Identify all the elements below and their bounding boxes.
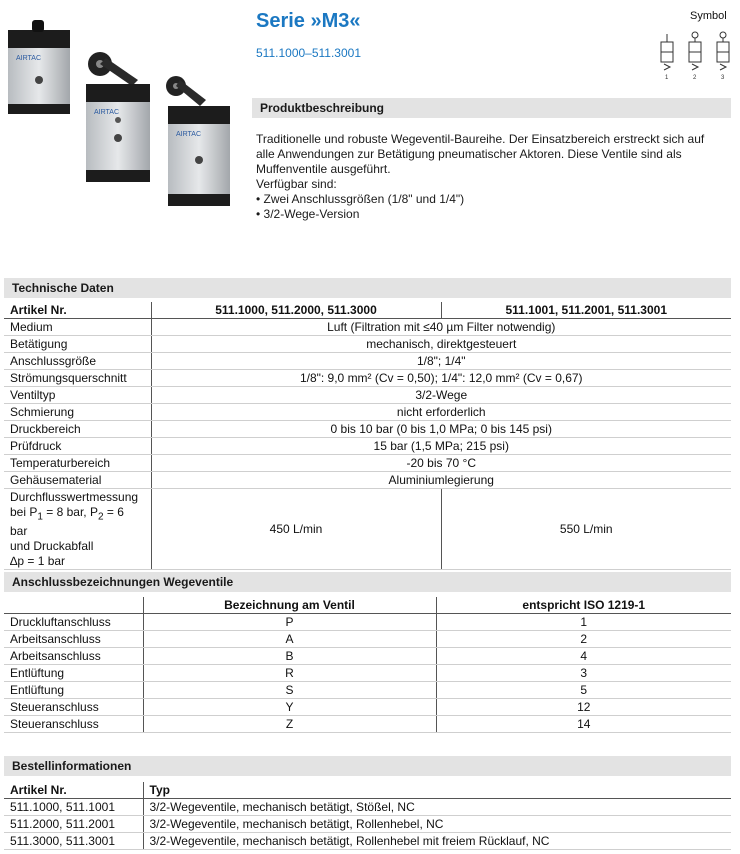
table-row <box>4 682 731 699</box>
article-number: 511.3000, 511.3001 <box>4 833 143 850</box>
table-row <box>4 438 731 455</box>
iso-designation: 1 <box>436 614 731 631</box>
row-label: Temperaturbereich <box>4 455 151 472</box>
table-row <box>4 699 731 716</box>
column-header: Bezeichnung am Ventil <box>143 597 436 614</box>
connection-name: Arbeitsanschluss <box>4 631 143 648</box>
table-row <box>4 716 731 733</box>
valve-designation: S <box>143 682 436 699</box>
valve-designation: P <box>143 614 436 631</box>
row-value: 0 bis 10 bar (0 bis 1,0 MPa; 0 bis 145 psi) <box>151 421 731 438</box>
column-header: 511.1001, 511.2001, 511.3001 <box>441 302 731 319</box>
table-row <box>4 336 731 353</box>
svg-text:AIRTAC: AIRTAC <box>94 109 120 116</box>
svg-text:AIRTAC: AIRTAC <box>176 131 202 138</box>
iso-designation: 2 <box>436 631 731 648</box>
valve-photo-roller <box>86 52 150 182</box>
valve-designation: Y <box>143 699 436 716</box>
table-row <box>4 782 731 799</box>
iso-designation: 14 <box>436 716 731 733</box>
valve-photo-plunger <box>8 20 70 114</box>
table-row <box>4 614 731 631</box>
column-header: 511.1000, 511.2000, 511.3000 <box>151 302 441 319</box>
table-row <box>4 353 731 370</box>
available-label: Verfügbar sind: <box>256 177 337 191</box>
table-row <box>4 489 731 570</box>
article-type: 3/2-Wegeventile, mechanisch betätigt, Rollenhebel mit freiem Rücklauf, NC <box>143 833 731 850</box>
row-value: nicht erforderlich <box>151 404 731 421</box>
row-value: 3/2-Wege <box>151 387 731 404</box>
row-label: Schmierung <box>4 404 151 421</box>
table-row <box>4 302 731 319</box>
series-title: Serie »M3« <box>256 10 361 32</box>
row-value: Aluminiumlegierung <box>151 472 731 489</box>
feature-item: • 3/2-Wege-Version <box>256 207 726 222</box>
column-header: Artikel Nr. <box>4 302 151 319</box>
valve-designation: Z <box>143 716 436 733</box>
flow-line <box>10 505 145 539</box>
row-label: Medium <box>4 319 151 336</box>
flow-line: Durchflusswertmessung <box>10 490 139 504</box>
order-heading: Bestellinformationen <box>4 756 731 776</box>
flow-value-b: 550 L/min <box>441 489 731 570</box>
symbol-label: Symbol <box>690 10 727 22</box>
table-row <box>4 799 731 816</box>
table-row <box>4 404 731 421</box>
connections-table <box>4 597 731 733</box>
connection-name: Steueranschluss <box>4 699 143 716</box>
table-row <box>4 387 731 404</box>
flow-subscript: 2 <box>97 511 104 523</box>
column-header: Artikel Nr. <box>4 782 143 799</box>
symbol-number: 2 <box>693 75 697 80</box>
column-header: Typ <box>143 782 731 799</box>
row-value: Luft (Filtration mit ≤40 µm Filter notwendig) <box>151 319 731 336</box>
iso-designation: 4 <box>436 648 731 665</box>
table-row <box>4 665 731 682</box>
feature-item: • Zwei Anschlussgrößen (1/8" und 1/4") <box>256 192 726 207</box>
row-label: Druckbereich <box>4 421 151 438</box>
iso-designation: 12 <box>436 699 731 716</box>
flow-line: und Druckabfall <box>10 539 94 554</box>
article-type: 3/2-Wegeventile, mechanisch betätigt, Stößel, NC <box>143 799 731 816</box>
valve-symbols <box>655 28 735 80</box>
flow-text: = 8 bar, P <box>42 505 98 519</box>
connections-heading: Anschlussbezeichnungen Wegeventile <box>4 572 731 592</box>
symbol-number: 3 <box>721 75 725 80</box>
table-row <box>4 833 731 850</box>
table-row <box>4 816 731 833</box>
description-text <box>256 132 726 222</box>
table-row <box>4 472 731 489</box>
tech-table <box>4 302 731 570</box>
svg-text:AIRTAC: AIRTAC <box>16 55 42 62</box>
connection-name: Druckluftanschluss <box>4 614 143 631</box>
valve-designation: B <box>143 648 436 665</box>
connection-name: Entlüftung <box>4 665 143 682</box>
flow-subscript: 1 <box>37 511 43 523</box>
connection-name: Arbeitsanschluss <box>4 648 143 665</box>
row-value: 1/8"; 1/4" <box>151 353 731 370</box>
order-table <box>4 782 731 850</box>
flow-value-a: 450 L/min <box>151 489 441 570</box>
row-label: Anschlussgröße <box>4 353 151 370</box>
table-row <box>4 455 731 472</box>
column-header: entspricht ISO 1219-1 <box>436 597 731 614</box>
iso-designation: 3 <box>436 665 731 682</box>
row-label: Strömungsquerschnitt <box>4 370 151 387</box>
row-label: Prüfdruck <box>4 438 151 455</box>
description-heading: Produktbeschreibung <box>252 98 731 118</box>
row-label: Betätigung <box>4 336 151 353</box>
table-row <box>4 319 731 336</box>
description-paragraph: Traditionelle und robuste Wegeventil-Baureihe. Der Einsatzbereich erstreckt sich auf alle Anwendungen zur Betätigung pneumatischer Aktoren. Diese Ventile sind als Muffenventile ausgeführt. <box>256 132 705 176</box>
symbol-number: 1 <box>665 75 669 80</box>
valve-designation: R <box>143 665 436 682</box>
table-row <box>4 648 731 665</box>
article-type: 3/2-Wegeventile, mechanisch betätigt, Rollenhebel, NC <box>143 816 731 833</box>
table-row <box>4 631 731 648</box>
tech-heading: Technische Daten <box>4 278 731 298</box>
article-number: 511.2000, 511.2001 <box>4 816 143 833</box>
connection-name: Entlüftung <box>4 682 143 699</box>
row-value: 15 bar (1,5 MPa; 215 psi) <box>151 438 731 455</box>
flow-measurement-label <box>4 489 151 570</box>
connection-name: Steueranschluss <box>4 716 143 733</box>
row-value: mechanisch, direktgesteuert <box>151 336 731 353</box>
table-row <box>4 421 731 438</box>
row-value: 1/8": 9,0 mm² (Cv = 0,50); 1/4": 12,0 mm² (Cv = 0,67) <box>151 370 731 387</box>
feature-list <box>256 192 726 222</box>
table-row <box>4 597 731 614</box>
flow-line: ∆p = 1 bar <box>10 554 66 569</box>
row-label: Gehäusematerial <box>4 472 151 489</box>
iso-designation: 5 <box>436 682 731 699</box>
series-range: 511.1000–511.3001 <box>256 46 361 60</box>
table-row <box>4 370 731 387</box>
valve-photo-roller-idle <box>166 76 230 206</box>
flow-text: = 6 bar <box>10 505 124 539</box>
row-value: -20 bis 70 °C <box>151 455 731 472</box>
flow-text: bei P <box>10 505 38 519</box>
column-header <box>4 597 143 614</box>
valve-designation: A <box>143 631 436 648</box>
row-label: Ventiltyp <box>4 387 151 404</box>
product-photos <box>4 20 244 230</box>
article-number: 511.1000, 511.1001 <box>4 799 143 816</box>
